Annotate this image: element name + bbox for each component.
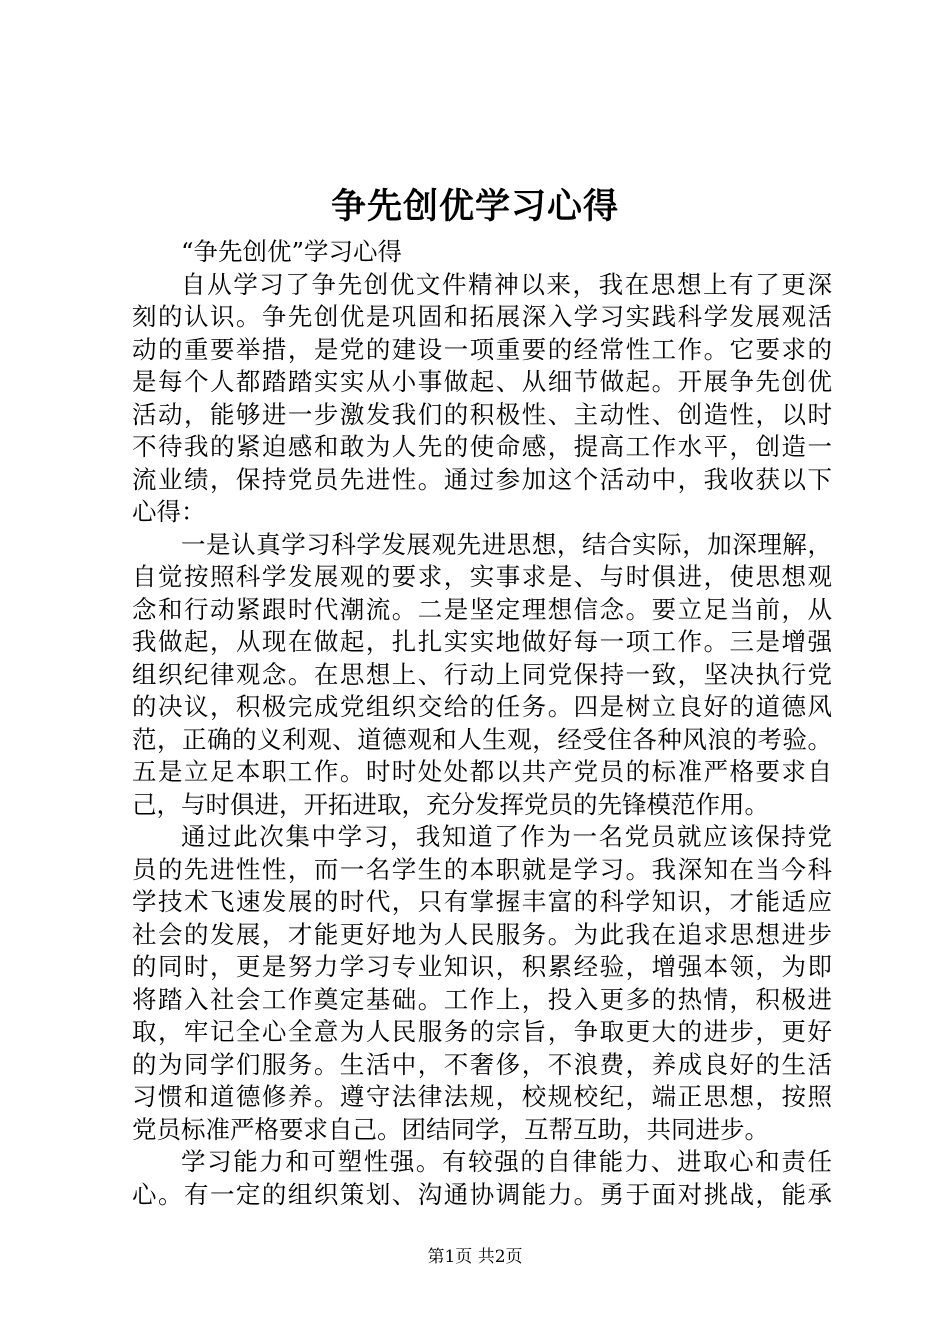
body-line: 员的先进性性，而一名学生的本职就是学习。我深知在当今科	[132, 854, 832, 884]
body-line: 将踏入社会工作奠定基础。工作上，投入更多的热情，积极进	[132, 984, 832, 1014]
document-title: 争先创优学习心得	[330, 186, 619, 227]
body-line: 流业绩，保持党员先进性。通过参加这个活动中，我收获以下	[132, 464, 832, 494]
body-line: 是每个人都踏踏实实从小事做起、从细节做起。开展争先创优	[132, 367, 832, 396]
body-line: 学技术飞速发展的时代，只有掌握丰富的科学知识，才能适应	[132, 887, 832, 916]
body-line: 己，与时俱进，开拓进取，充分发挥党员的先锋模范作用。	[132, 789, 769, 819]
body-line: 范，正确的义利观、道德观和人生观，经受住各种风浪的考验。	[132, 724, 832, 754]
page-number: 第1页 共2页	[427, 1247, 523, 1267]
body-line: 心。有一定的组织策划、沟通协调能力。勇于面对挑战，能承	[132, 1179, 832, 1209]
body-line: 自从学习了争先创优文件精神以来，我在思想上有了更深	[181, 269, 832, 299]
body-line: 不待我的紧迫感和敢为人先的使命感，提高工作水平，创造一	[132, 432, 832, 461]
body-line: 习惯和道德修养。遵守法律法规，校规校纪，端正思想，按照	[132, 1082, 832, 1111]
document-body	[132, 236, 832, 1211]
body-line: 自觉按照科学发展观的要求，实事求是、与时俱进，使思想观	[132, 562, 832, 591]
body-line: 一是认真学习科学发展观先进思想，结合实际，加深理解，	[181, 529, 832, 559]
body-line: 取，牢记全心全意为人民服务的宗旨，争取更大的进步，更好	[132, 1017, 832, 1046]
body-line: 党员标准严格要求自己。团结同学，互帮互助，共同进步。	[132, 1114, 769, 1144]
body-line: 活动，能够进一步激发我们的积极性、主动性、创造性，以时	[132, 399, 832, 429]
body-line: 组织纪律观念。在思想上、行动上同党保持一致，坚决执行党	[132, 659, 832, 689]
body-line: 我做起，从现在做起，扎扎实实地做好每一项工作。三是增强	[132, 627, 832, 656]
body-line: 五是立足本职工作。时时处处都以共产党员的标准严格要求自	[132, 757, 832, 786]
body-line: 刻的认识。争先创优是巩固和拓展深入学习实践科学发展观活	[132, 302, 832, 331]
body-line: 念和行动紧跟时代潮流。二是坚定理想信念。要立足当前，从	[132, 594, 832, 624]
body-line: 社会的发展，才能更好地为人民服务。为此我在追求思想进步	[132, 919, 832, 949]
body-line: 心得：	[132, 497, 206, 526]
body-line: 的为同学们服务。生活中，不奢侈，不浪费，养成良好的生活	[132, 1049, 832, 1079]
body-line: 的决议，积极完成党组织交给的任务。四是树立良好的道德风	[132, 692, 832, 721]
body-line: 通过此次集中学习，我知道了作为一名党员就应该保持党	[181, 822, 832, 851]
body-line: 学习能力和可塑性强。有较强的自律能力、进取心和责任	[181, 1147, 832, 1176]
body-line: 动的重要举措，是党的建设一项重要的经常性工作。它要求的	[132, 334, 832, 364]
body-line: “争先创优”学习心得	[181, 237, 403, 266]
body-line: 的同时，更是努力学习专业知识，积累经验，增强本领，为即	[132, 952, 832, 981]
